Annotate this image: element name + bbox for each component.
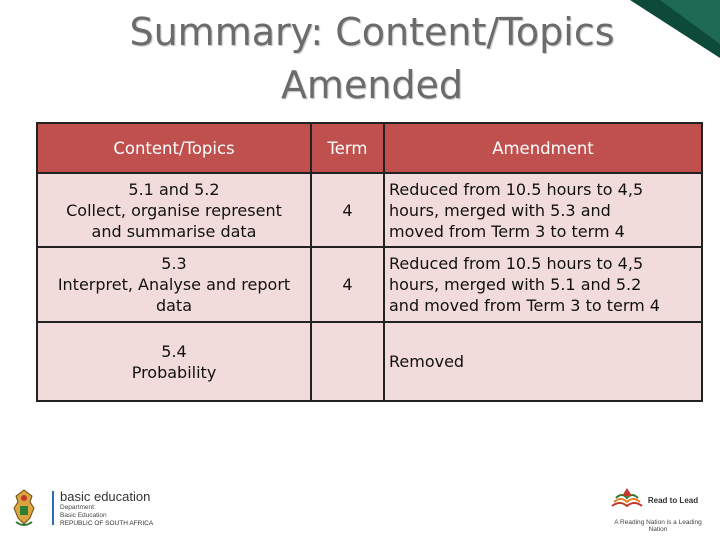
topic-line: data [155, 296, 193, 315]
amendment-line: hours, merged with 5.3 and [389, 200, 611, 220]
table-header-row [37, 123, 702, 173]
amendment-line: and moved from Term 3 to term 4 [389, 296, 660, 315]
term-cell [311, 322, 384, 401]
term-cell: 4 [311, 247, 384, 322]
amendment-cell [384, 322, 702, 401]
amendment-line: Reduced from 10.5 hours to 4,5 [389, 254, 644, 273]
logo-department-name: Basic Education [60, 512, 107, 519]
header-content-topics: Content/Topics [37, 123, 311, 173]
amendment-cell [384, 247, 702, 322]
topic-cell [37, 173, 311, 247]
header-term: Term [311, 123, 384, 173]
topic-line: 5.4 [161, 341, 187, 361]
logo-divider [52, 491, 54, 525]
logo-text-block [60, 489, 153, 527]
basic-education-logo [10, 488, 153, 528]
read-to-lead-tagline: A Reading Nation is a Leading Nation [614, 519, 702, 533]
book-icon [610, 486, 644, 510]
coat-of-arms-icon [10, 488, 38, 528]
topic-line: 5.1 and 5.2 [128, 179, 220, 199]
table-row [37, 322, 702, 401]
amendment-line: hours, merged with 5.1 and 5.2 [389, 275, 642, 294]
logo-main-text: basic education [60, 489, 151, 504]
amendment-cell [384, 173, 702, 247]
table-row [37, 247, 702, 322]
slide-title-line2: Amended [280, 63, 464, 107]
topic-line: Probability [131, 362, 217, 382]
amendment-line: Removed [389, 352, 465, 371]
topic-line: 5.3 [161, 254, 187, 273]
topic-cell [37, 322, 311, 401]
slide-title [0, 6, 720, 112]
logo-department-label: Department: [60, 504, 96, 511]
header-amendment: Amendment [384, 123, 702, 173]
topic-cell [37, 247, 311, 322]
logo-country: REPUBLIC OF SOUTH AFRICA [60, 520, 154, 527]
read-to-lead-title: Read to Lead [647, 496, 699, 505]
amendment-line: moved from Term 3 to term 4 [389, 221, 625, 241]
amendment-line: Reduced from 10.5 hours to 4,5 [389, 179, 644, 199]
table-row [37, 173, 702, 247]
summary-table [36, 122, 703, 402]
topic-line: Interpret, Analyse and report [57, 275, 291, 294]
term-cell: 4 [311, 173, 384, 247]
slide-title-line1: Summary: Content/Topics [129, 10, 615, 54]
read-to-lead-logo [610, 488, 706, 533]
topic-line: and summarise data [91, 221, 257, 241]
topic-line: Collect, organise represent [66, 200, 282, 220]
